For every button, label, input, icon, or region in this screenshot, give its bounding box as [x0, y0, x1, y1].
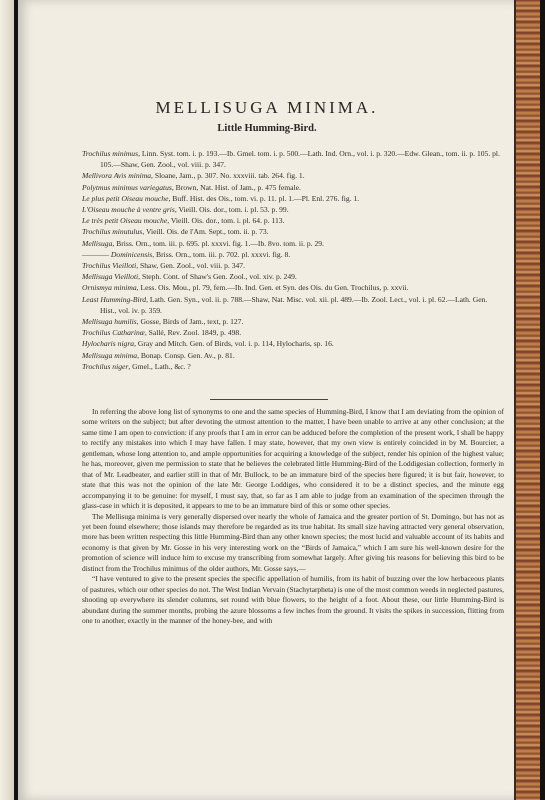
synonym-entry: Le plus petit Oiseau mouche, Buff. Hist. des Ois., tom. vi. p. 11. pl. 1.—Pl. Enl. 276. fig. 1. [82, 193, 360, 203]
synonym-entry: ———— Dominicensis, Briss. Orn., tom. iii. p. 702. pl. xxxvi. fig. 8. [82, 249, 291, 259]
synonym-entry: Trochilus minimus, Linn. Syst. tom. i. p. 193.—Ib. Gmel. tom. i. p. 500.—Lath. Ind. Orn., vol. i. p. 320.—Edw. Glean., tom. ii. p. 105. pl. 105.—Shaw, Gen. Zool., vol. viii. p. 347. [82, 149, 500, 170]
synonym-entry: Hylocharis nigra, Gray and Mitch. Gen. of Birds, vol. i. p. 114, Hylocharis, sp. 16. [82, 339, 334, 349]
section-divider [210, 399, 328, 400]
synonym-entry: Trochilus Vieilloti, Shaw, Gen. Zool., vol. viii. p. 347. [82, 261, 245, 271]
synonym-entry: Trochilus niger, Gmel., Lath., &c. ? [82, 361, 191, 371]
synonym-entry: Trochilus Catharinæ, Sallé, Rev. Zool. 1849, p. 498. [82, 328, 242, 338]
paragraph: The Mellisuga minima is very generally dispersed over nearly the whole of Jamaica and the greater portion of St. Domingo, but has not as yet been found elsewhere; those islands may therefore be regarded as its true habitat. Its small size having attracted very general observation, more has been written respecting this little Humming-Bird than any other known species; the most lucid and valuable account of its habits and economy is that given by Mr. Gosse in his very interesting work on the “Birds of Jamaica,” which I am sure his well-known desire for the promotion of science will induce him to excuse my transcribing from somewhat largely. After giving his reasons for believing this bird to be distinct from the Trochilus minimus of the older authors, Mr. Gosse says,— [82, 511, 504, 573]
paragraph: In referring the above long list of synonyms to one and the same species of Humming-Bird, I know that I am deviating from the opinion of some writers on the subject; but after devoting the utmost attention to the matter, I have been unable to arrive at any other conclusion; at the same time I am open to conviction: if any proofs that I am in error can be adduced before the completion of the present work, I shall be happy to rectify any mistakes into which I may have fallen. I may state, however, that my own view is entirely coincided in by M. Bourcier, a gentleman, whose long attention to, and ample opportunities for acquiring a knowledge of the subject, render his opinion of the highest value; he has, moreover, given me permission to state that he believes the celebrated little Humming-Bird of the Loddigesian collection, formerly in that of Mr. Leadbeater, and earlier still in that of Mr. Bullock, to be an immature bird of the species here figured; it is but fair, however, to state that this was not the opinion of the late Mr. George Loddiges, who considered it to be a distinct species, and the minute egg accompanying it to be genuine: for myself, I must say, that, so far as I am able to judge from an examination of the specimen through the glass-case in which it is deposited, it appears to me to be an immature bird of this or some other species. [82, 407, 504, 511]
synonym-entry: Ornismya minima, Less. Ois. Mou., pl. 79, fem.—Ib. Ind. Gen. et Syn. des Ois. du Gen. Trochilus, p. xxvii. [82, 283, 409, 293]
synonym-entry: L'Oiseau mouche à ventre gris, Vieill. Ois. dor., tom. i. pl. 53. p. 99. [82, 205, 289, 215]
synonym-list [82, 148, 502, 372]
page-subtitle: Little Humming-Bird. [217, 123, 317, 134]
synonym-entry: Trochilus minutulus, Vieill. Ois. de l'Am. Sept., tom. ii. p. 73. [82, 227, 269, 237]
synonym-entry: Mellisuga, Briss. Orn., tom. iii. p. 695. pl. xxxvi. fig. 1.—Ib. 8vo. tom. ii. p. 29. [82, 238, 324, 248]
synonym-entry: Polytmus minimus variegatus, Brown, Nat. Hist. of Jam., p. 475 female. [82, 182, 301, 192]
synonym-entry: Mellisuga humilis, Gosse, Birds of Jam., text, p. 127. [82, 317, 244, 327]
body-text [82, 407, 504, 627]
synonym-entry: Mellisuga minima, Bonap. Consp. Gen. Av., p. 81. [82, 350, 235, 360]
paragraph: “I have ventured to give to the present species the specific appellation of humilis, from its habit of buzzing over the low herbaceous plants of pastures, which our other species do not. The West Indian Vervain (Stachytarpheta) is one of the most common weeds in neglected pastures, shooting up everywhere its slender columns, set round with blue flowers, to the height of a foot. About these, our little Humming-Bird is abundant during the summer months, probing the azure blossoms a few inches from the ground. It visits the spikes in succession, flitting from one to another, exactly in the manner of the honey-bee, and with [82, 574, 504, 626]
book-page [18, 0, 516, 800]
synonym-entry: Mellivora Avis minima, Sloane, Jam., p. 307. No. xxxviii. tab. 264. fig. 1. [82, 171, 305, 181]
marbled-book-edge [516, 0, 540, 800]
synonym-entry: Mellisuga Vieilloti, Steph. Cont. of Shaw's Gen. Zool., vol. xiv. p. 249. [82, 272, 297, 282]
synonym-entry: Le très petit Oiseau mouche, Vieill. Ois. dor., tom. i. pl. 64. p. 113. [82, 216, 285, 226]
facing-page-edge [0, 0, 14, 800]
page-title: MELLISUGA MINIMA. [155, 98, 379, 117]
synonym-entry: Least Humming-Bird, Lath. Gen. Syn., vol. ii. p. 788.—Shaw, Nat. Misc. vol. xii. pl. 489.—Ib. Zool. Lect., vol. i. pl. 62.—Lath. Gen. Hist., vol. iv. p. 359. [82, 294, 488, 315]
